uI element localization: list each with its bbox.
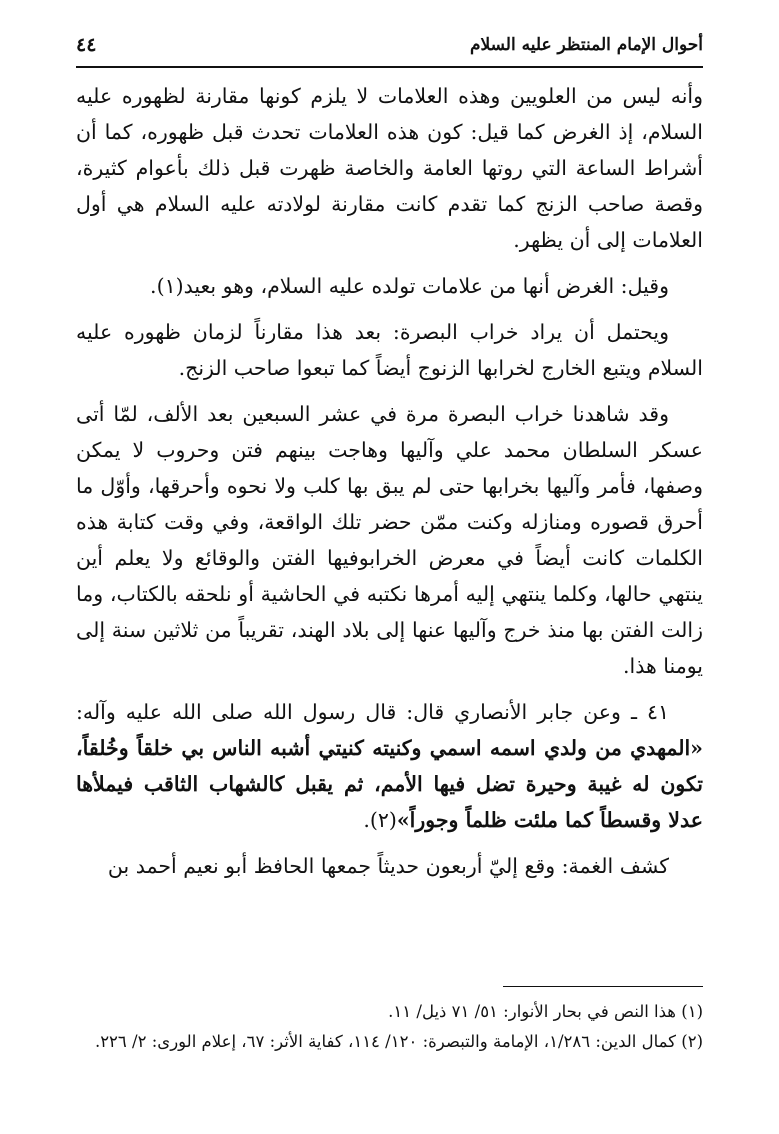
paragraph-4: وقد شاهدنا خراب البصرة مرة في عشر السبعين بعد الألف، لمّا أتى عسكر السلطان محمد علي وآليها وهاجت بينهم فتن وحروب لا يمكن وصفها، فأمر وآليها بخرابها حتى لم يبق بها كلب ولا نحوه وأحرقها، وأوّل ما أحرق قصوره ومنازله وكنت ممّن حضر تلك الواقعة، وفي وقت كتابة هذه الكلمات كانت أيضاً في معرض الخرابوفيها الفتن والوقائع ولا يعلم أين ينتهي حالها، وكلما ينتهي إليه أمرها نكتبه في الحاشية أو نلحقه بالكتاب، وما زالت الفتن بها منذ خرج وآليها عنها إلى بلاد الهند، تقريباً من ثلاثين سنة إلى يومنا هذا.	[76, 402, 703, 678]
main-text	[76, 78, 703, 884]
running-header	[76, 28, 703, 68]
footnote-divider	[503, 986, 703, 987]
footnotes	[76, 986, 703, 1057]
last-paragraph: كشف الغمة: وقع إليّ أربعون حديثاً جمعها الحافظ أبو نعيم أحمد بن	[107, 854, 669, 878]
running-title: أحوال الإمام المنتظر عليه السلام	[469, 35, 703, 55]
hadith-quote: «المهدي من ولدي اسمه اسمي وكنيته كنيتي أشبه الناس بي خلقاً وخُلقاً، تكون له غيبة وحيرة تضل فيها الأمم، ثم يقبل كالشهاب الثاقب فيملأها عدلا وقسطاً كما ملئت ظلماً وجوراً»	[76, 736, 703, 832]
footnote-2: (٢) كمال الدين: ١/٢٨٦، الإمامة والتبصرة: ١٢٠/ ١١٤، كفاية الأثر: ٦٧، إعلام الورى: ٢/ ٢٢٦.	[94, 1032, 703, 1051]
hadith-intro: ٤١ ـ وعن جابر الأنصاري قال: قال رسول الله صلى الله عليه وآله:	[76, 700, 669, 724]
paragraph-1: وأنه ليس من العلويين وهذه العلامات لا يلزم كونها مقارنة لظهوره عليه السلام، إذ الغرض كما قيل: كون هذه العلامات تحدث قبل ظهوره، كما أن أشراط الساعة التي روتها العامة والخاصة ظهرت قبل ذلك بأعوام كثيرة، وقصة صاحب الزنج كما تقدم كانت مقارنة لولادته عليه السلام هي أول العلامات إلى أن يظهر.	[76, 84, 703, 252]
paragraph-3: ويحتمل أن يراد خراب البصرة: بعد هذا مقارناً لزمان ظهوره عليه السلام ويتبع الخارج لخرابها الزنوج أيضاً كما تبعوا صاحب الزنج.	[76, 320, 703, 380]
footnote-1: (١) هذا النص في بحار الأنوار: ٥١/ ٧١ ذيل/ ١١.	[388, 1002, 703, 1021]
page-number: ٤٤	[76, 34, 97, 56]
hadith-paragraph	[76, 694, 703, 838]
paragraph-2: وقيل: الغرض أنها من علامات تولده عليه السلام، وهو بعيد(١).	[150, 274, 669, 298]
hadith-footnote-ref: (٢).	[363, 808, 397, 832]
